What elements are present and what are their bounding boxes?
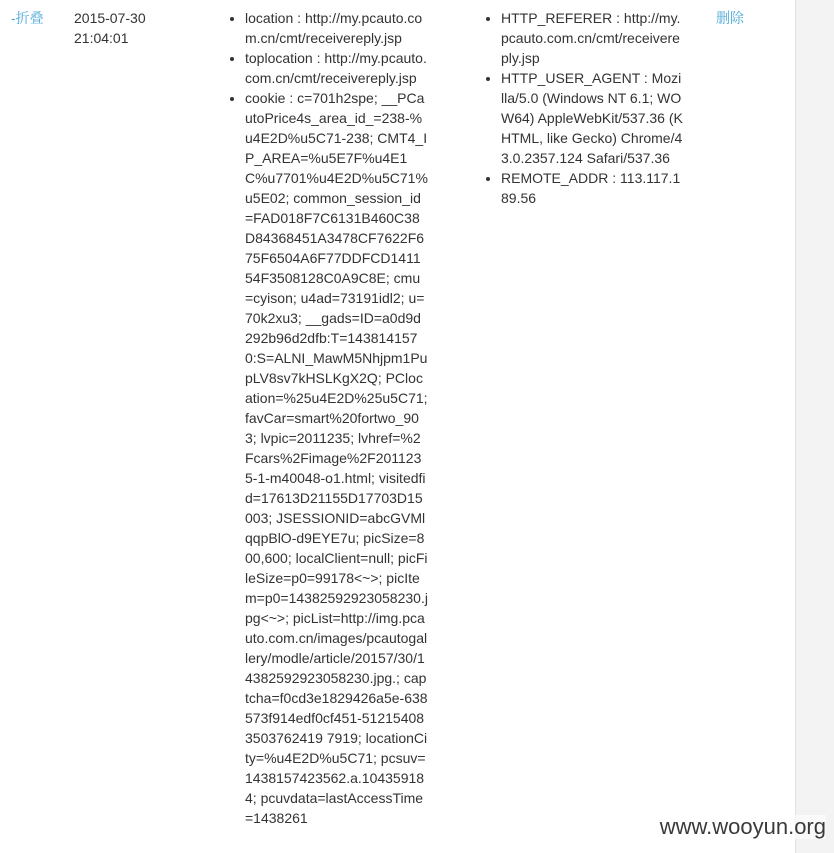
- item-key: location: [245, 10, 294, 26]
- item-key: cookie: [245, 90, 286, 106]
- request-info-list: [228, 8, 428, 828]
- delete-cell: [716, 8, 776, 28]
- delete-link[interactable]: 删除: [716, 10, 744, 26]
- list-item: • HTTP_REFERER : http://my.pcauto.com.cn/cmt/receivereply.jsp: [501, 8, 684, 68]
- item-key: REMOTE_ADDR: [501, 170, 609, 186]
- item-key: HTTP_REFERER: [501, 10, 613, 26]
- list-item: • REMOTE_ADDR : 113.117.189.56: [501, 168, 684, 208]
- item-value: http://my.pcauto.com.cn/cmt/receivereply.jsp: [245, 50, 427, 86]
- fold-cell: [11, 8, 66, 28]
- server-info-list: [484, 8, 684, 208]
- item-key: toplocation: [245, 50, 313, 66]
- item-value: http://my.pcauto.com.cn/cmt/receivereply.jsp: [245, 10, 423, 46]
- watermark: www.wooyun.org: [659, 814, 826, 839]
- list-item: • location : http://my.pcauto.com.cn/cmt/receivereply.jsp: [245, 8, 428, 48]
- list-item: • toplocation : http://my.pcauto.com.cn/cmt/receivereply.jsp: [245, 48, 428, 88]
- timestamp: 2015-07-30 21:04:01: [74, 10, 146, 46]
- item-value: 113.117.189.56: [501, 170, 681, 206]
- server-info-cell: [484, 8, 684, 208]
- item-value: Mozilla/5.0 (Windows NT 6.1; WOW64) AppleWebKit/537.36 (KHTML, like Gecko) Chrome/43.0.2357.124 Safari/537.36: [501, 70, 683, 166]
- item-value: http://my.pcauto.com.cn/cmt/receivereply.jsp: [501, 10, 681, 66]
- list-item: • HTTP_USER_AGENT : Mozilla/5.0 (Windows NT 6.1; WOW64) AppleWebKit/537.36 (KHTML, like Gecko) Chrome/43.0.2357.124 Safari/537.36: [501, 68, 684, 168]
- item-key: HTTP_USER_AGENT: [501, 70, 640, 86]
- list-item: • cookie : c=701h2spe; __PCautoPrice4s_area_id_=238-%u4E2D%u5C71-238; CMT4_IP_AREA=%u5E7F%u4E1C%u7701%u4E2D%u5C71%u5E02; common_session_id=FAD018F7C6131B460C38D84368451A3478CF7622F675F6504A6F77DDFCD141154F3508128C0A9C8E; cmu=cyison; u4ad=73191idl2; u=70k2xu3; __gads=ID=a0d9d292b96d2dfb:T=1438141570:S=ALNI_MawM5Nhjpm1PupLV8sv7kHSLKgX2Q; PClocation=%25u4E2D%25u5C71; favCar=smart%20fortwo_903; lvpic=2011235; lvhref=%2Fcars%2Fimage%2F2011235-1-m40048-o1.html; visitedfid=17613D21155D17703D15003; JSESSIONID=abcGVMlqqpBlO-d9EYE7u; picSize=800,600; localClient=null; picFileSize=p0=99178<~>; picItem=p0=14382592923058230.jpg<~>; picList=http://img.pcauto.com.cn/images/pcautogallery/modle/article/20157/30/14382592923058230.jpg.; captcha=f0cd3e1829426a5e-638573f914edf0cf451-512154083503762419 7919; locationCity=%u4E2D%u5C71; pcsuv=1438157423562.a.104359184; pcuvdata=lastAccessTime=1438261: [245, 88, 428, 828]
- time-cell: [74, 8, 214, 48]
- right-gutter: [795, 0, 834, 853]
- item-value: c=701h2spe; __PCautoPrice4s_area_id_=238-%u4E2D%u5C71-238; CMT4_IP_AREA=%u5E7F%u4E1C%u7701%u4E2D%u5C71%u5E02; common_session_id=FAD018F7C6131B460C38D84368451A3478CF7622F675F6504A6F77DDFCD141154F3508128C0A9C8E; cmu=cyison; u4ad=73191idl2; u=70k2xu3; __gads=ID=a0d9d292b96d2dfb:T=1438141570:S=ALNI_MawM5Nhjpm1PupLV8sv7kHSLKgX2Q; PClocation=%25u4E2D%25u5C71; favCar=smart%20fortwo_903; lvpic=2011235; lvhref=%2Fcars%2Fimage%2F2011235-1-m40048-o1.html; visitedfid=17613D21155D17703D15003; JSESSIONID=abcGVMlqqpBlO-d9EYE7u; picSize=800,600; localClient=null; picFileSize=p0=99178<~>; picItem=p0=14382592923058230.jpg<~>; picList=http://img.pcauto.com.cn/images/pcautogallery/modle/article/20157/30/14382592923058230.jpg.; captcha=f0cd3e1829426a5e-638573f914edf0cf451-512154083503762419 7919; locationCity=%u4E2D%u5C71; pcsuv=1438157423562.a.104359184; pcuvdata=lastAccessTime=1438261: [245, 90, 428, 826]
- fold-link[interactable]: -折叠: [11, 10, 44, 26]
- request-info-cell: [228, 8, 428, 828]
